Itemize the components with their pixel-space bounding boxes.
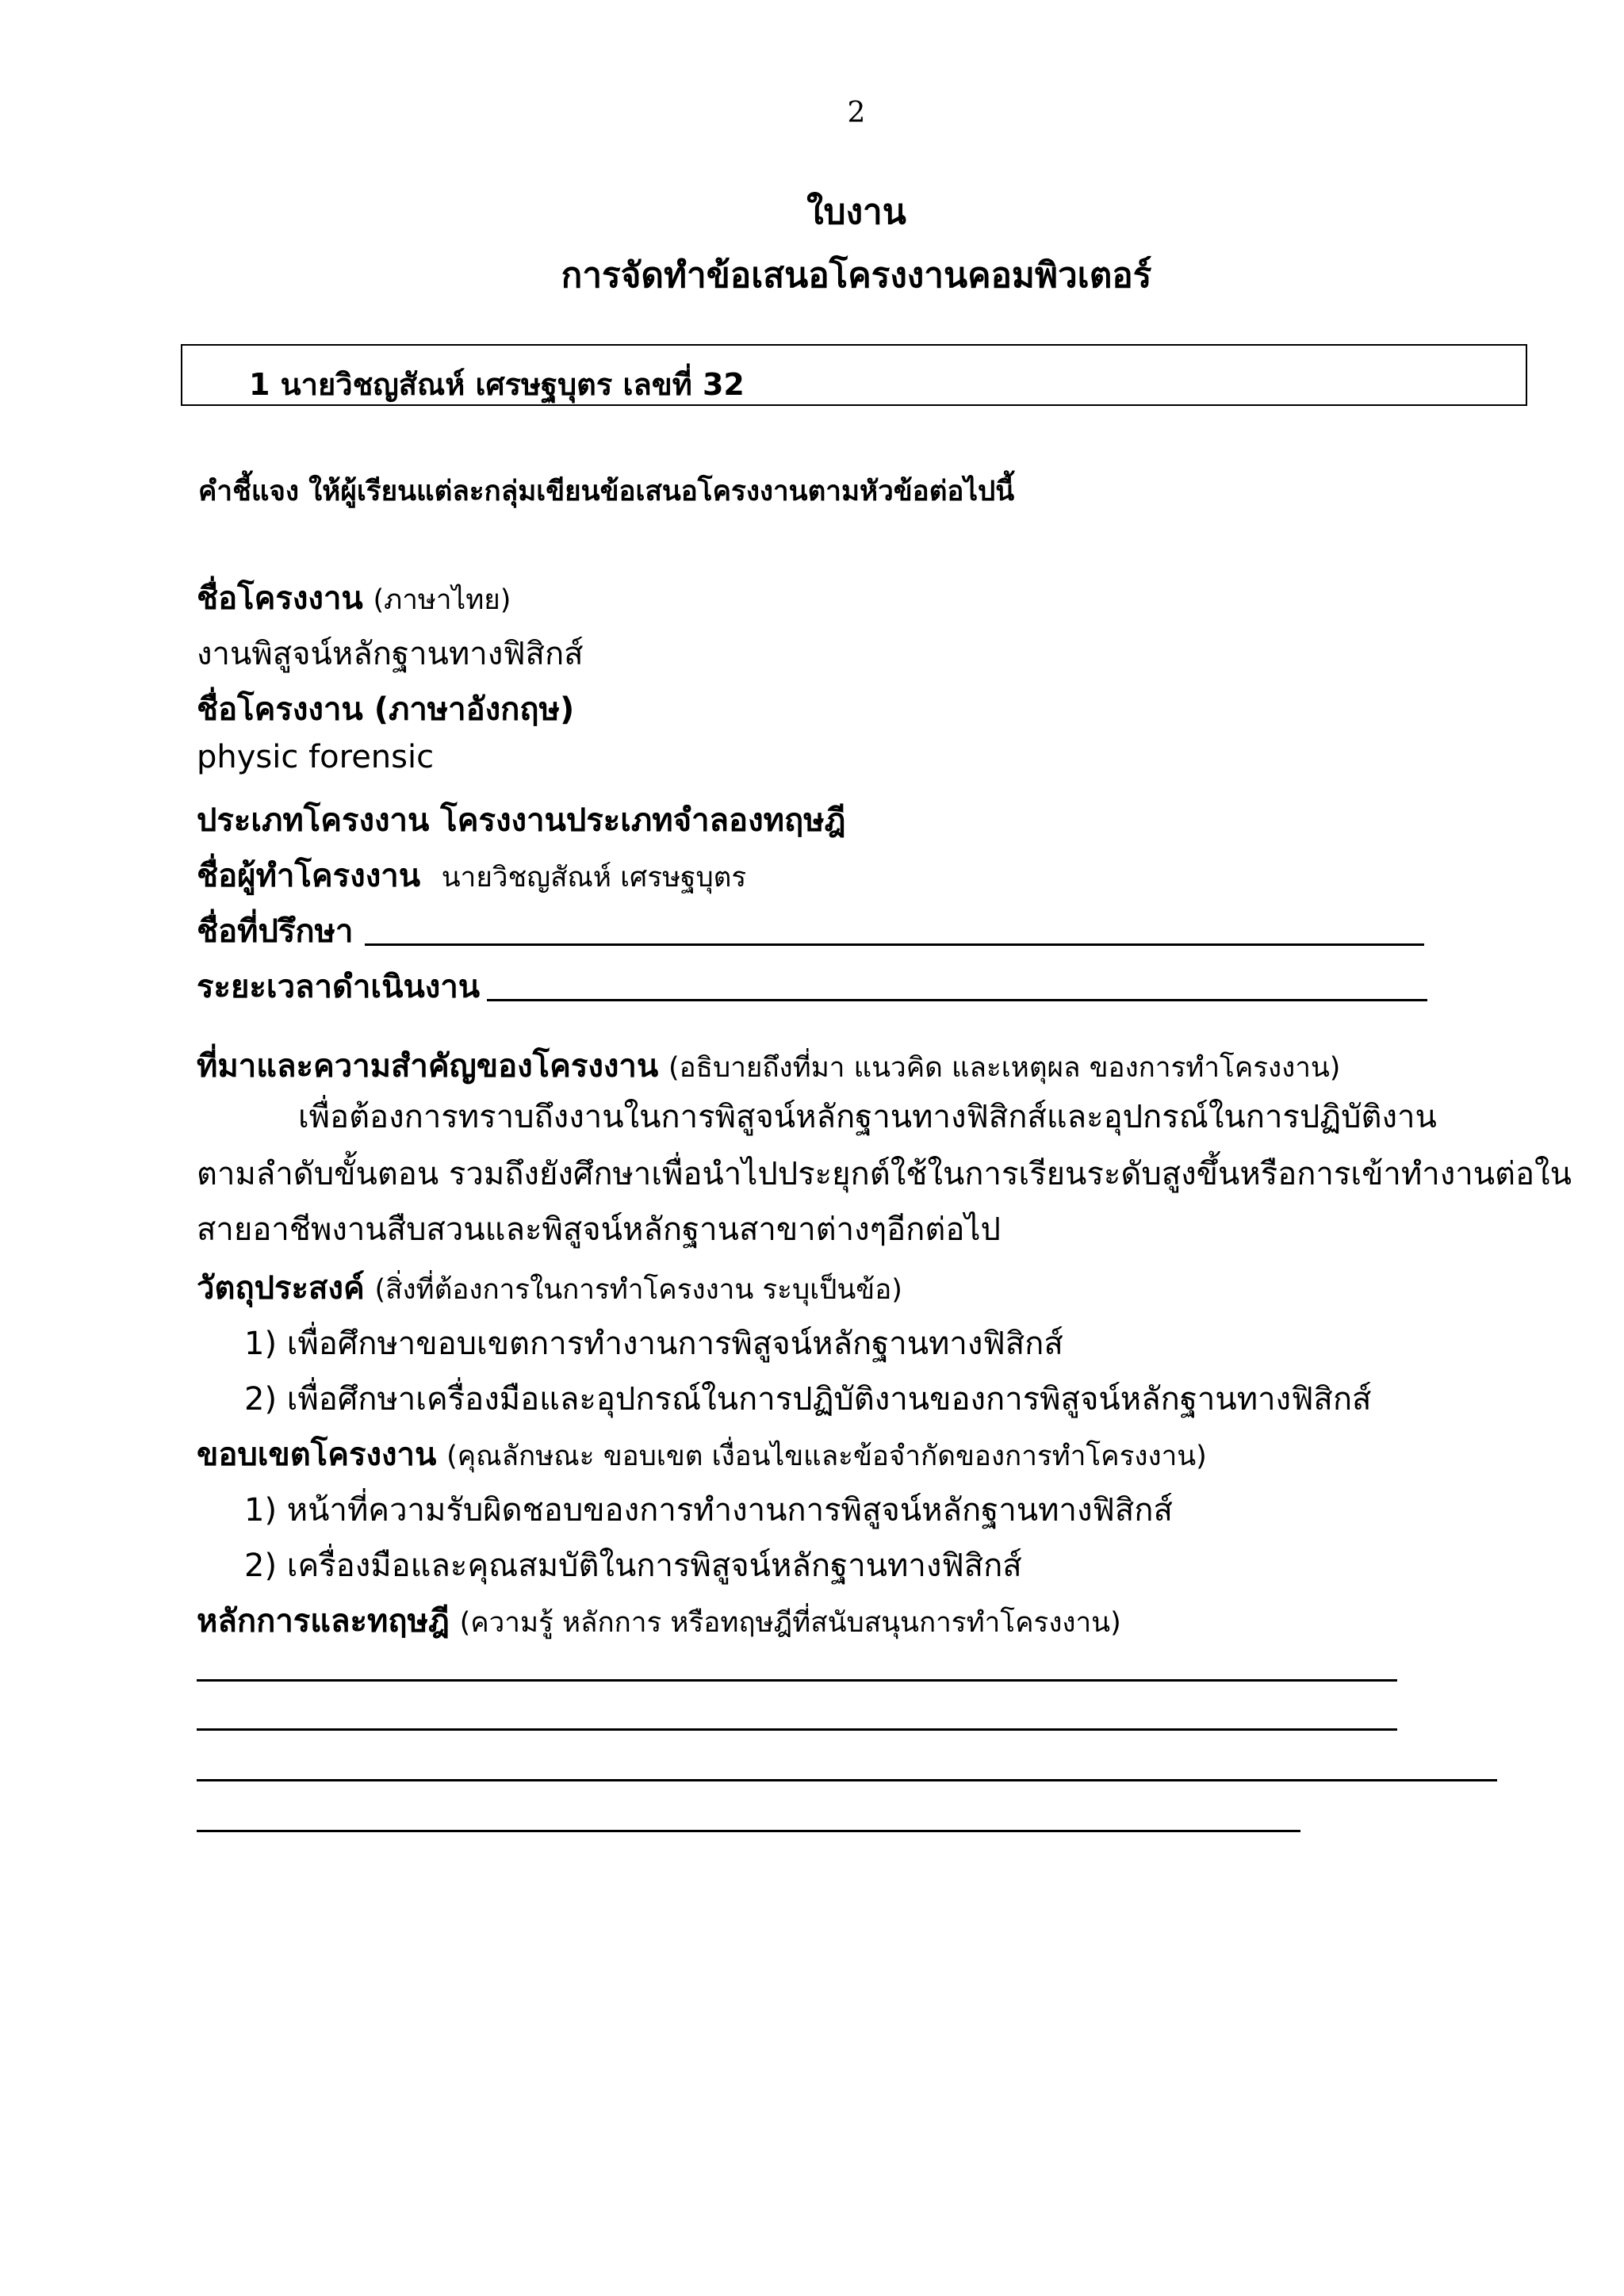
project-name-en-label: ชื่อโครงงาน (ภาษาอังกฤษ) <box>197 691 575 728</box>
theory-blank-line <box>197 1679 1397 1682</box>
background-label: ที่มาและความสำคัญของโครงงาน <box>197 1048 659 1085</box>
theory-blank-line <box>197 1779 1497 1781</box>
scope-heading <box>197 1429 1207 1479</box>
theory-blank-line <box>197 1830 1300 1832</box>
objective-item: 1) เพื่อศึกษาขอบเขตการทำงานการพิสูจน์หลักฐานทางฟิสิกส์ <box>244 1326 1063 1362</box>
objectives-note: (สิ่งที่ต้องการในการทำโครงงาน ระบุเป็นข้อ) <box>374 1274 902 1306</box>
background-heading <box>197 1040 1340 1091</box>
worksheet-subtitle: การจัดทำข้อเสนอโครงงานคอมพิวเตอร์ <box>561 255 1152 296</box>
student-name: 1 นายวิชญสัณห์ เศรษฐบุตร เลขที่ 32 <box>249 367 745 402</box>
background-line-1: เพื่อต้องการทราบถึงงานในการพิสูจน์หลักฐานทางฟิสิกส์และอุปกรณ์ในการปฏิบัติงาน <box>298 1099 1437 1135</box>
author-row <box>197 850 746 901</box>
advisor-label: ชื่อที่ปรึกษา <box>197 913 354 950</box>
instruction-text: คำชี้แจง ให้ผู้เรียนแต่ละกลุ่มเขียนข้อเสนอโครงงานตามหัวข้อต่อไปนี้ <box>198 476 1015 507</box>
theory-heading <box>197 1595 1121 1646</box>
worksheet-title: ใบงาน <box>806 192 906 232</box>
background-line-3: สายอาชีพงานสืบสวนและพิสูจน์หลักฐานสาขาต่างๆอีกต่อไป <box>197 1211 1001 1248</box>
background-line-2: ตามลำดับขั้นตอน รวมถึงยังศึกษาเพื่อนำไปประยุกต์ใช้ในการเรียนระดับสูงขึ้นหรือการเข้าทำงานต่อใน <box>197 1156 1572 1192</box>
objective-item: 2) เพื่อศึกษาเครื่องมือและอุปกรณ์ในการปฏิบัติงานของการพิสูจน์หลักฐานทางฟิสิกส์ <box>244 1381 1372 1418</box>
student-name-box <box>181 344 1527 406</box>
page-number: 2 <box>847 97 866 129</box>
author-value: นายวิชญสัณห์ เศรษฐบุตร <box>441 862 747 894</box>
scope-label: ขอบเขตโครงงาน <box>197 1437 437 1473</box>
advisor-blank-line <box>365 943 1424 946</box>
project-type: ประเภทโครงงาน โครงงานประเภทจำลองทฤษฎี <box>197 802 846 839</box>
project-name-th-note: (ภาษาไทย) <box>373 584 511 616</box>
project-name-en-value: physic forensic <box>197 739 435 775</box>
project-name-th-value: งานพิสูจน์หลักฐานทางฟิสิกส์ <box>197 636 584 672</box>
duration-label: ระยะเวลาดำเนินงาน <box>197 969 481 1005</box>
theory-note: (ความรู้ หลักการ หรือทฤษฎีที่สนับสนุนการทำโครงงาน) <box>459 1607 1121 1639</box>
author-label: ชื่อผู้ทำโครงงาน <box>197 858 421 894</box>
project-name-th-label: ชื่อโครงงาน <box>197 580 363 617</box>
scope-note: (คุณลักษณะ ขอบเขต เงื่อนไขและข้อจำกัดของการทำโครงงาน) <box>446 1441 1207 1472</box>
duration-blank-line <box>487 999 1427 1001</box>
project-name-th-row <box>197 572 511 623</box>
scope-item: 2) เครื่องมือและคุณสมบัติในการพิสูจน์หลักฐานทางฟิสิกส์ <box>244 1548 1022 1584</box>
objectives-label: วัตถุประสงค์ <box>197 1270 365 1307</box>
background-note: (อธิบายถึงที่มา แนวคิด และเหตุผล ของการทำโครงงาน) <box>668 1052 1341 1084</box>
objectives-heading <box>197 1262 902 1313</box>
theory-blank-line <box>197 1728 1397 1731</box>
scope-item: 1) หน้าที่ความรับผิดชอบของการทำงานการพิสูจน์หลักฐานทางฟิสิกส์ <box>244 1492 1173 1529</box>
theory-label: หลักการและทฤษฎี <box>197 1603 450 1640</box>
